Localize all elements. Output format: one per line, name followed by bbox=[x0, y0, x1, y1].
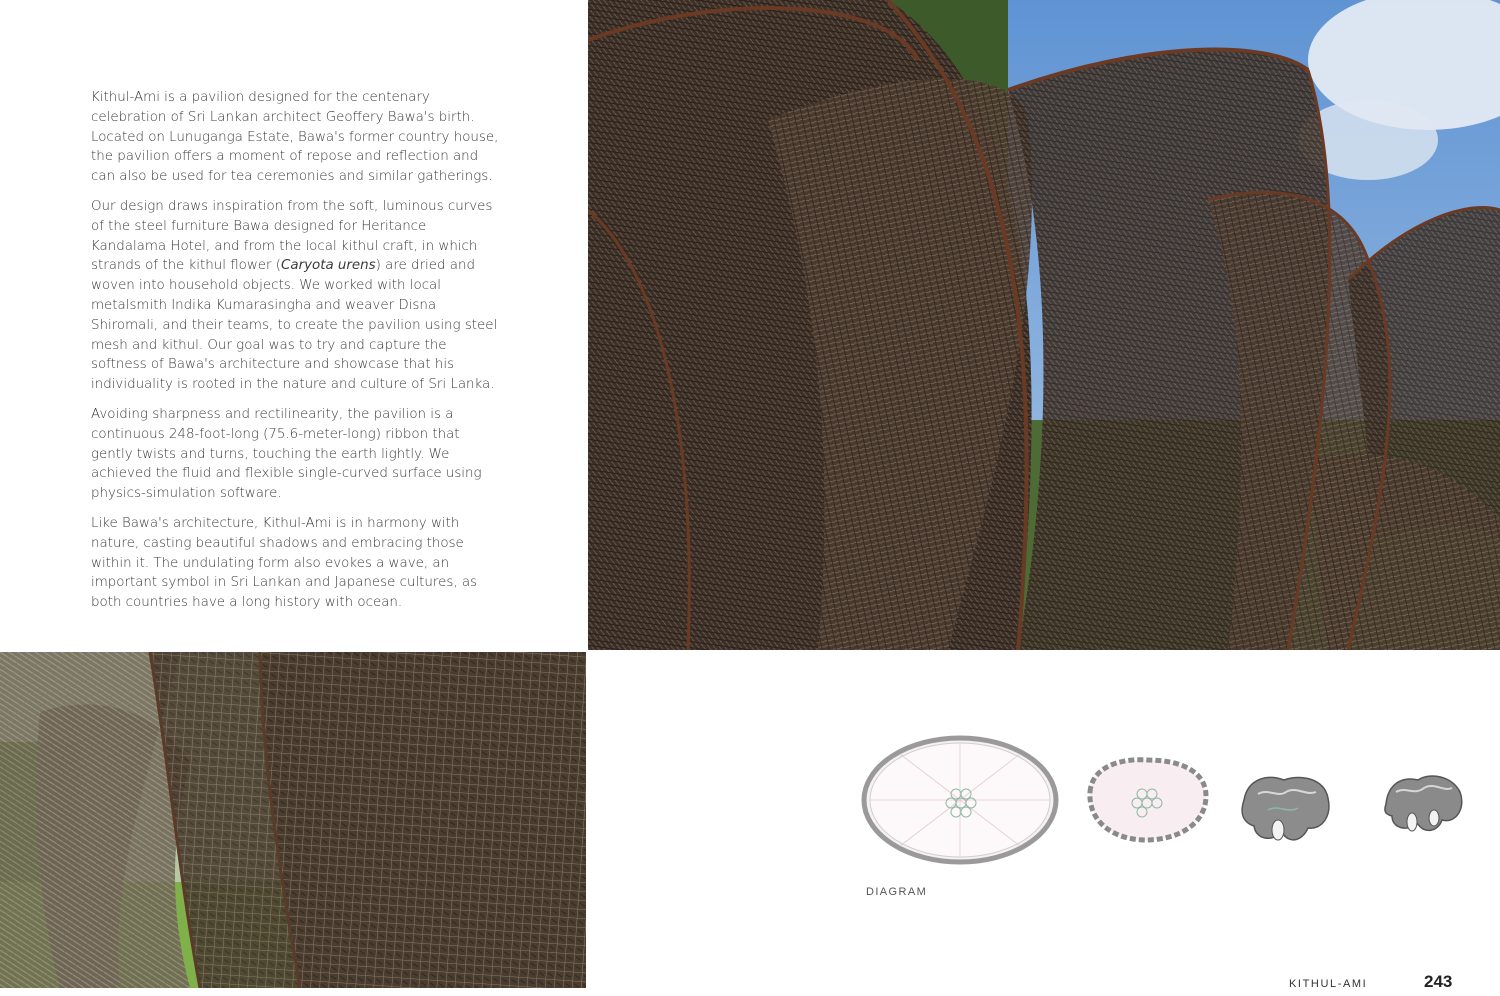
diagram-twisted-ribbon bbox=[1238, 770, 1334, 846]
paragraph-2-end: ) are dried and woven into household objects. We worked with local metalsmith Indika Kumarasingha and weaver Disna Shiromali, and their teams, to create the pavilion using steel mesh and kithul. Our goal was to try and capture the softness of Bawa's architecture and showcase that his individuality is rooted in the nature and culture of Sri Lanka. bbox=[91, 258, 498, 393]
paragraph-4: Like Bawa's architecture, Kithul-Ami is in harmony with nature, casting beautiful shadows and embracing those within it. The undulating form also evokes a wave, an important symbol in Sri Lankan and Japanese cultures, as both countries have a long history with ocean. bbox=[91, 515, 478, 611]
pavilion-photo-main bbox=[588, 0, 1500, 650]
body-text bbox=[91, 88, 501, 623]
paragraph-1: Kithul-Ami is a pavilion designed for the centenary celebration of Sri Lankan architect Geoffery Bawa's birth. Located on Lunuganga Estate, Bawa's former country house, the pavilion offers a moment of repose and reflection and can also be used for tea ceremonies and similar gatherings. bbox=[91, 90, 499, 185]
paragraph-3: Avoiding sharpness and rectilinearity, the pavilion is a continuous 248-foot-long (75.6-meter-long) ribbon that gently twists and turns, touching the earth lightly. We achieved the fluid and flexible single-curved surface using physics-simulation software. bbox=[91, 406, 482, 502]
diagram-final-form bbox=[1382, 770, 1466, 840]
diagram-flat-ring bbox=[860, 734, 1066, 874]
diagram-folded-ring bbox=[1082, 752, 1212, 848]
paragraph-2 bbox=[91, 197, 501, 395]
paragraph-2-start: Our design draws inspiration from the soft, luminous curves of the steel furniture Bawa designed for Heritance Kandalama Hotel, and from the local kithul craft, in which strands of the kithul flower ( bbox=[91, 198, 493, 274]
pavilion-photo-grass bbox=[0, 652, 586, 988]
page-number: 243 bbox=[1424, 972, 1453, 991]
section-title: KITHUL-AMI bbox=[1289, 978, 1368, 990]
diagram-caption: DIAGRAM bbox=[866, 886, 928, 898]
species-name: Caryota urens bbox=[281, 258, 376, 274]
